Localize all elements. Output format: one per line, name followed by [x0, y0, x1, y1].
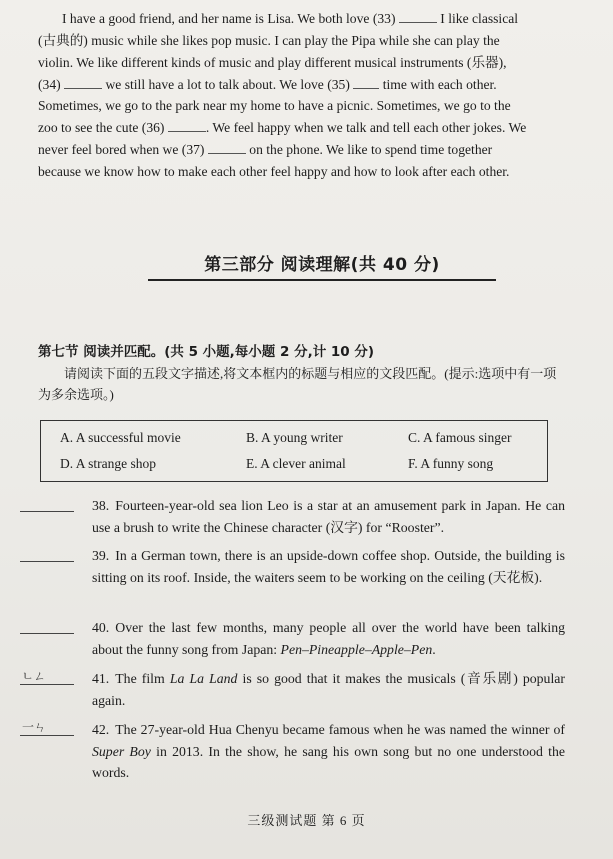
question-39	[20, 545, 565, 588]
question-number: 41.	[92, 671, 110, 686]
question-number: 39.	[92, 548, 110, 563]
cloze-line: violin. We like different kinds of music and play different musical instruments (乐器),	[38, 54, 507, 70]
answer-line[interactable]	[20, 668, 74, 685]
answer-blank-36	[168, 119, 206, 132]
option-f: F. A funny song	[408, 456, 494, 471]
question-body-end: .	[432, 641, 436, 657]
question-text	[92, 719, 565, 784]
cloze-line: time with each other.	[382, 76, 497, 92]
question-body: The film	[115, 671, 170, 686]
option-c: C. A famous singer	[408, 430, 512, 445]
question-40	[20, 617, 565, 660]
question-38	[20, 495, 565, 538]
cloze-passage-cont	[38, 30, 558, 183]
cloze-line: I like classical	[440, 11, 519, 26]
question-body: Over the last few months, many people all over the world have been talking about the funny song from Japan:	[92, 620, 565, 657]
answer-line[interactable]	[20, 719, 74, 736]
answer-blank-34	[64, 76, 102, 89]
question-42	[20, 719, 565, 784]
show-title: Super Boy	[92, 743, 151, 759]
song-title: Pen–Pineapple–Apple–Pen	[280, 641, 433, 657]
option-b: B. A young writer	[246, 430, 343, 445]
question-body: Fourteen-year-old sea lion Leo is a star at an amusement park in Japan. He can use a brush to write the Chinese character (汉字) for “Rooster”.	[92, 498, 565, 535]
question-body: The 27-year-old Hua Chenyu became famous when he was named the winner of	[115, 722, 565, 737]
film-title: La La Land	[169, 671, 238, 686]
cloze-line: (古典的) music while she likes pop music. I can play the Pipa while she can play the	[38, 33, 500, 48]
question-number: 40.	[92, 620, 110, 635]
answer-blank-35	[353, 76, 379, 89]
question-41	[20, 668, 565, 711]
question-body: In a German town, there is an upside-down coffee shop. Outside, the building is sitting on its roof. Inside, the waiters seem to be working on the ceiling (天花板).	[92, 548, 565, 585]
answer-line[interactable]	[20, 495, 74, 512]
handwritten-mark: 一ㄣ	[22, 720, 47, 734]
answer-blank-37	[208, 141, 246, 154]
cloze-line: Sometimes, we go to the park near my home to have a picnic. Sometimes, we go to the	[38, 98, 511, 114]
question-text	[92, 495, 565, 538]
option-d: D. A strange shop	[60, 456, 156, 471]
cloze-line: because we know how to make each other feel happy and how to look after each other.	[38, 163, 510, 179]
option-a: A. A successful movie	[60, 430, 181, 445]
cloze-line: never feel bored when we (37)	[38, 141, 205, 157]
page-footer: 三级测试题 第 6 页	[247, 813, 366, 828]
subsection-title: 第七节 阅读并匹配。(共 5 小题,每小题 2 分,计 10 分)	[38, 344, 375, 360]
cloze-line: on the phone. We like to spend time together	[249, 141, 493, 157]
cloze-line: we still have a lot to talk about. We love (35)	[105, 76, 350, 92]
cloze-line: (34)	[38, 76, 61, 92]
section-title: 第三部分 阅读理解(共 40 分)	[148, 250, 496, 281]
answer-blank-33	[399, 10, 437, 23]
cloze-passage	[38, 8, 558, 30]
question-body-end: is so good that it makes the musicals (音乐剧) popular again.	[92, 671, 565, 708]
handwritten-mark: ㄴㄥ	[22, 669, 46, 683]
question-text	[92, 668, 565, 711]
instructions: 请阅读下面的五段文字描述,将文本框内的标题与相应的文段匹配。(提示:选项中有一项为多余选项。)	[38, 366, 557, 402]
question-body-end: in 2013. In the show, he sang his own song but no one understood the words.	[92, 743, 566, 780]
answer-line[interactable]	[20, 617, 74, 634]
question-text	[92, 545, 565, 588]
question-number: 38.	[92, 498, 110, 513]
question-number: 42.	[92, 722, 110, 737]
cloze-line: zoo to see the cute (36)	[38, 120, 165, 136]
question-text	[92, 617, 565, 660]
answer-line[interactable]	[20, 545, 74, 562]
cloze-line: . We feel happy when we talk and tell each other jokes. We	[205, 120, 527, 136]
option-e: E. A clever animal	[246, 456, 346, 471]
options-box	[40, 420, 548, 482]
cloze-line: I have a good friend, and her name is Lisa. We both love (33)	[62, 11, 396, 26]
